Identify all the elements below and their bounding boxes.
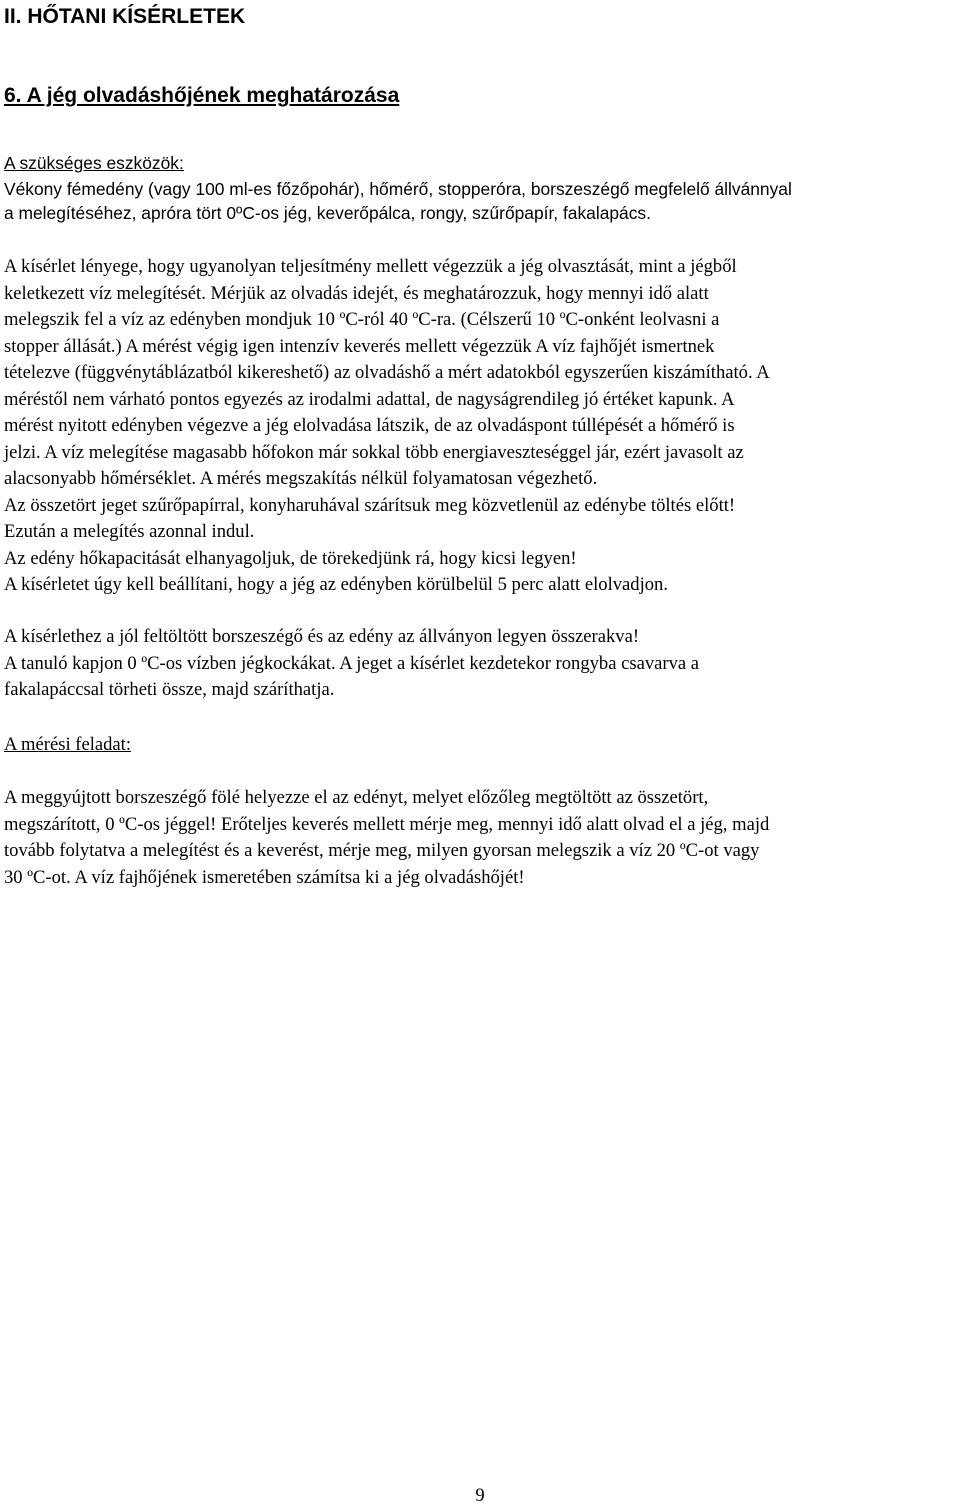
essence-line: Az edény hőkapacitását elhanyagoljuk, de törekedjünk rá, hogy kicsi legyen! [4, 547, 577, 569]
task-paragraph [4, 785, 956, 891]
essence-line: jelzi. A víz melegítése magasabb hőfokon már sokkal több energiaveszteséggel jár, ezért javasolt az [4, 441, 744, 463]
tools-list [4, 177, 956, 225]
task-line: tovább folytatva a melegítést és a keverést, mérje meg, milyen gyorsan melegszik a víz 20 ºC-ot vagy [4, 840, 760, 861]
setup-paragraph [4, 624, 956, 704]
essence-line: A kísérlet lényege, hogy ugyanolyan teljesítmény mellett végezzük a jég olvasztását, mint a jégből [4, 256, 737, 277]
page-number: 9 [475, 1485, 485, 1506]
essence-line: A kísérletet úgy kell beállítani, hogy a jég az edényben körülbelül 5 perc alatt elolvadjon. [4, 574, 668, 595]
essence-line: keletkezett víz melegítését. Mérjük az olvadás idejét, és meghatározzuk, hogy mennyi idő alatt [4, 282, 709, 304]
task-label: A mérési feladat: [4, 734, 132, 755]
section-title: 6. A jég olvadáshőjének meghatározása [4, 84, 400, 107]
essence-paragraph [4, 254, 956, 599]
tools-line: a melegítéséhez, apróra tört 0ºC-os jég, keverőpálca, rongy, szűrőpapír, fakalapács. [4, 203, 651, 223]
essence-line: méréstől nem várható pontos egyezés az irodalmi adattal, de nagyságrendileg jó értéket kapunk. A [4, 388, 735, 410]
essence-line: mérést nyitott edényben végezve a jég elolvadása látszik, de az olvadáspont túllépését a hőmérő is [4, 415, 735, 436]
chapter-title: II. HŐTANI KÍSÉRLETEK [4, 5, 246, 28]
setup-line: A tanuló kapjon 0 ºC-os vízben jégkockákat. A jeget a kísérlet kezdetekor rongyba csavarva a [4, 652, 700, 674]
task-line: A meggyújtott borszeszégő fölé helyezze el az edényt, melyet előzőleg megtöltött az összetört, [4, 787, 709, 808]
essence-line: Ezután a melegítés azonnal indul. [4, 521, 255, 542]
essence-line: Az összetört jeget szűrőpapírral, konyharuhával szárítsuk meg közvetlenül az edénybe töltés előtt! [4, 494, 736, 516]
setup-line: A kísérlethez a jól feltöltött borszeszégő és az edény az állványon legyen összerakva! [4, 626, 640, 647]
tools-line: Vékony fémedény (vagy 100 ml-es főzőpohár), hőmérő, stopperóra, borszeszégő megfelelő állvánnyal [4, 179, 792, 199]
tools-label: A szükséges eszközök: [4, 153, 184, 173]
essence-line: melegszik fel a víz az edényben mondjuk 10 ºC-ról 40 ºC-ra. (Célszerű 10 ºC-onként leolvasni a [4, 309, 720, 330]
essence-line: stopper állását.) A mérést végig igen intenzív keverés mellett végezzük A víz fajhőjét ismertnek [4, 335, 715, 357]
tools-section [4, 151, 956, 175]
task-line: megszárított, 0 ºC-os jéggel! Erőteljes keverés mellett mérje meg, mennyi idő alatt olvad el a jég, majd [4, 813, 770, 835]
task-section [4, 732, 956, 759]
essence-line: alacsonyabb hőmérséklet. A mérés megszakítás nélkül folyamatosan végezhető. [4, 468, 598, 489]
setup-line: fakalapáccsal törheti össze, majd száríthatja. [4, 679, 335, 700]
essence-line: tételezve (függvénytáblázatból kikereshető) az olvadáshő a mért adatokból egyszerűen kiszámítható. A [4, 362, 770, 383]
task-line: 30 ºC-ot. A víz fajhőjének ismeretében számítsa ki a jég olvadáshőjét! [4, 866, 525, 888]
